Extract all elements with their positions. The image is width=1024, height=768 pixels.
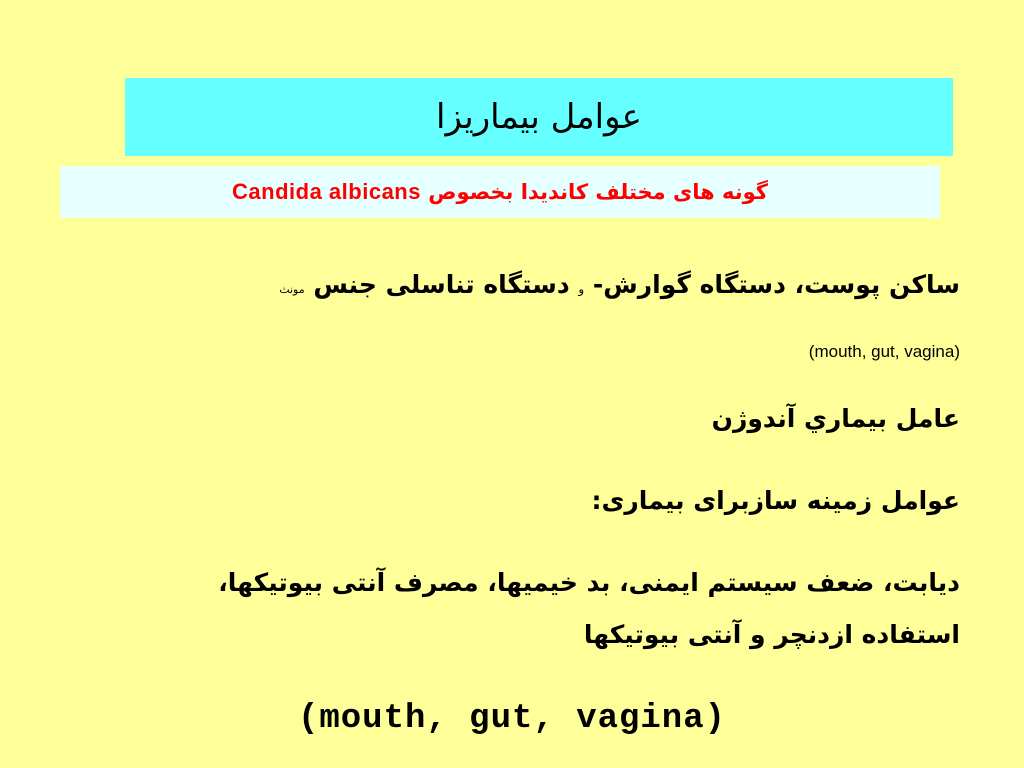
habitat-small-text: مونث — [279, 283, 305, 296]
subtitle-latin: Candida albicans — [232, 179, 421, 204]
predisposing-line-2: استفاده ازدنچر و آنتی بیوتیکها — [583, 620, 960, 649]
predisposing-heading: عوامل زمینه سازبرای بیماری: — [591, 486, 960, 515]
predisposing-line-1: دیابت، ضعف سیستم ایمنی، بد خیمیها، مصرف آنتی بیوتیکها، — [218, 568, 960, 597]
bottom-latin: (mouth, gut, vagina) — [297, 700, 727, 738]
habitat-conjunction: و — [578, 282, 585, 296]
habitat-latin: (mouth, gut, vagina) — [808, 342, 960, 361]
habitat-line — [279, 270, 960, 299]
habitat-part1: ساکن پوست، دستگاه گوارش- — [592, 270, 960, 299]
subtitle-persian: گونه های مختلف کاندیدا بخصوص — [428, 180, 768, 204]
title-box — [125, 78, 953, 156]
subtitle-box — [60, 166, 940, 218]
slide-title: عوامل بیماریزا — [436, 97, 642, 137]
habitat-part2: دستگاه تناسلی جنس — [313, 270, 570, 299]
endogenous-line: عامل بيماري آندوژن — [711, 404, 960, 433]
